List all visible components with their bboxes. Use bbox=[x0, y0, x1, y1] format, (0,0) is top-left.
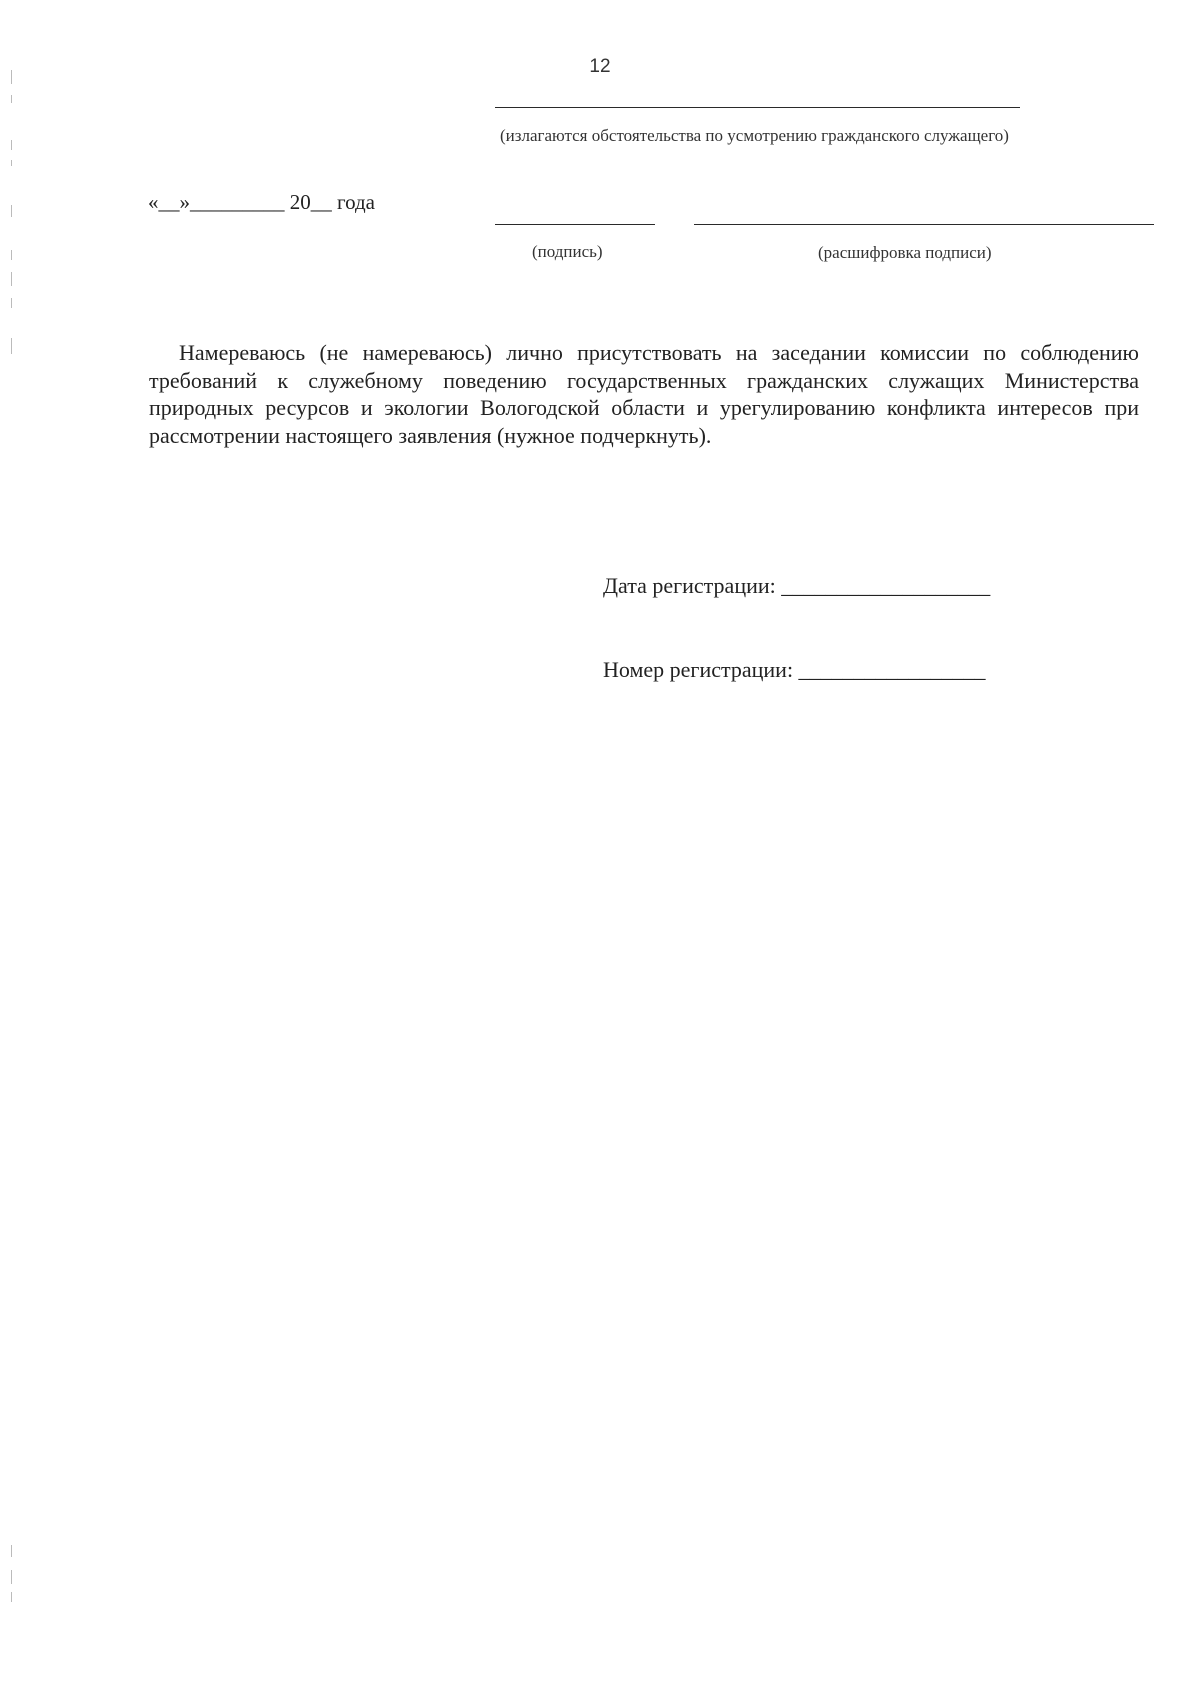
signature-caption: (подпись) bbox=[532, 242, 603, 261]
scan-margin-mark bbox=[11, 160, 12, 166]
circumstances-caption: (излагаются обстоятельства по усмотрению гражданского служащего) bbox=[500, 126, 1009, 145]
intent-paragraph: Намереваюсь (не намереваюсь) лично присутствовать на заседании комиссии по соблюдению требований к служебному поведению государственных гражданских служащих Министерства природных ресурсов и экологии Вологодской области и урегулированию конфликта интересов при рассмотрении настоящего заявления (нужное подчеркнуть). bbox=[149, 340, 1139, 448]
scan-margin-mark bbox=[11, 95, 12, 103]
scan-margin-mark bbox=[11, 1545, 12, 1557]
scan-margin-mark bbox=[11, 1570, 12, 1584]
page-number: 12 bbox=[589, 56, 611, 77]
scan-margin-mark bbox=[11, 250, 12, 260]
registration-block bbox=[603, 516, 990, 712]
scan-margin-mark bbox=[11, 298, 12, 308]
date-line: «__»_________ 20__ года bbox=[148, 190, 375, 214]
circumstances-fill-line bbox=[495, 107, 1020, 108]
signature-fill-line bbox=[495, 224, 655, 225]
registration-number-label: Номер регистрации: _________________ bbox=[603, 657, 986, 682]
signature-decryption-fill-line bbox=[694, 224, 1154, 225]
scan-margin-mark bbox=[11, 272, 12, 286]
scan-margin-mark bbox=[11, 140, 12, 150]
registration-date-label: Дата регистрации: ___________________ bbox=[603, 573, 991, 598]
scan-margin-mark bbox=[11, 1592, 12, 1602]
signature-decryption-caption: (расшифровка подписи) bbox=[818, 243, 992, 262]
scan-margin-mark bbox=[11, 205, 12, 217]
scan-margin-mark bbox=[11, 338, 12, 354]
